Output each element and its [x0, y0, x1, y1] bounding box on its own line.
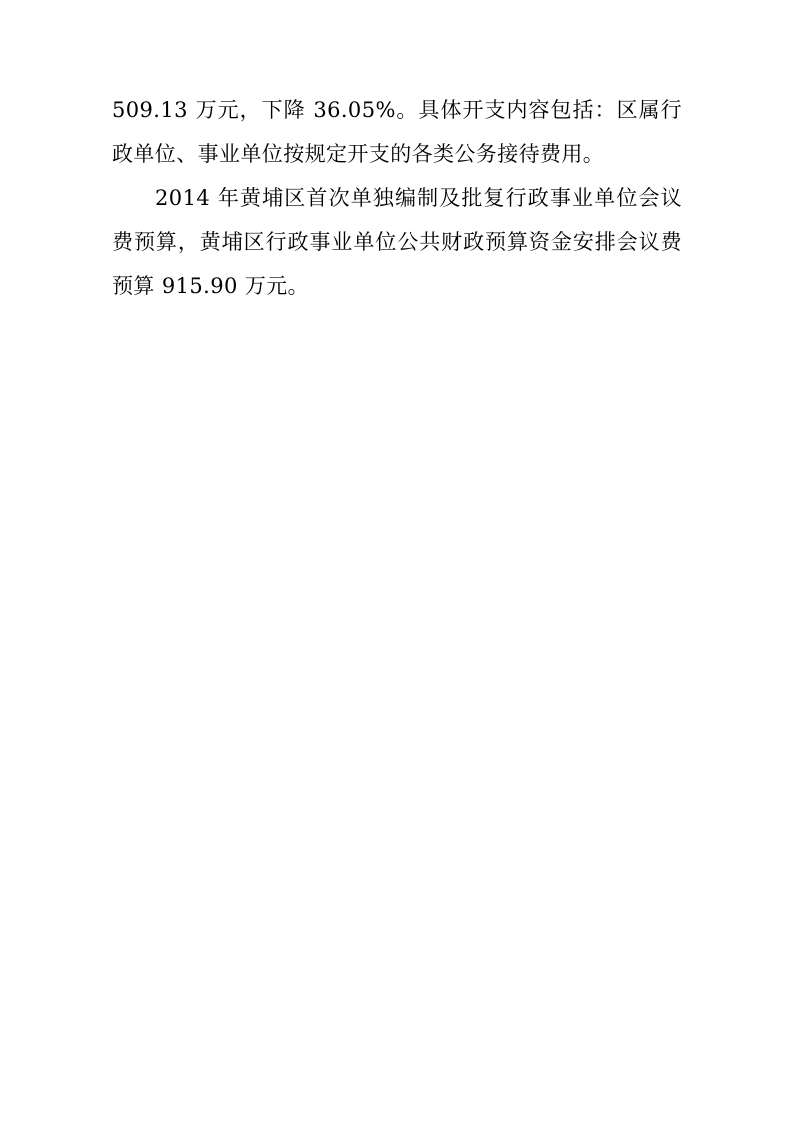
paragraph-1: 509.13 万元，下降 36.05%。具体开支内容包括：区属行政单位、事业单位按规定开支的各类公务接待费用。	[112, 98, 682, 166]
paragraph-2: 2014 年黄埔区首次单独编制及批复行政事业单位会议费预算，黄埔区行政事业单位公共财政预算资金安排会议费预算 915.90 万元。	[112, 186, 682, 298]
document-body	[112, 88, 682, 308]
